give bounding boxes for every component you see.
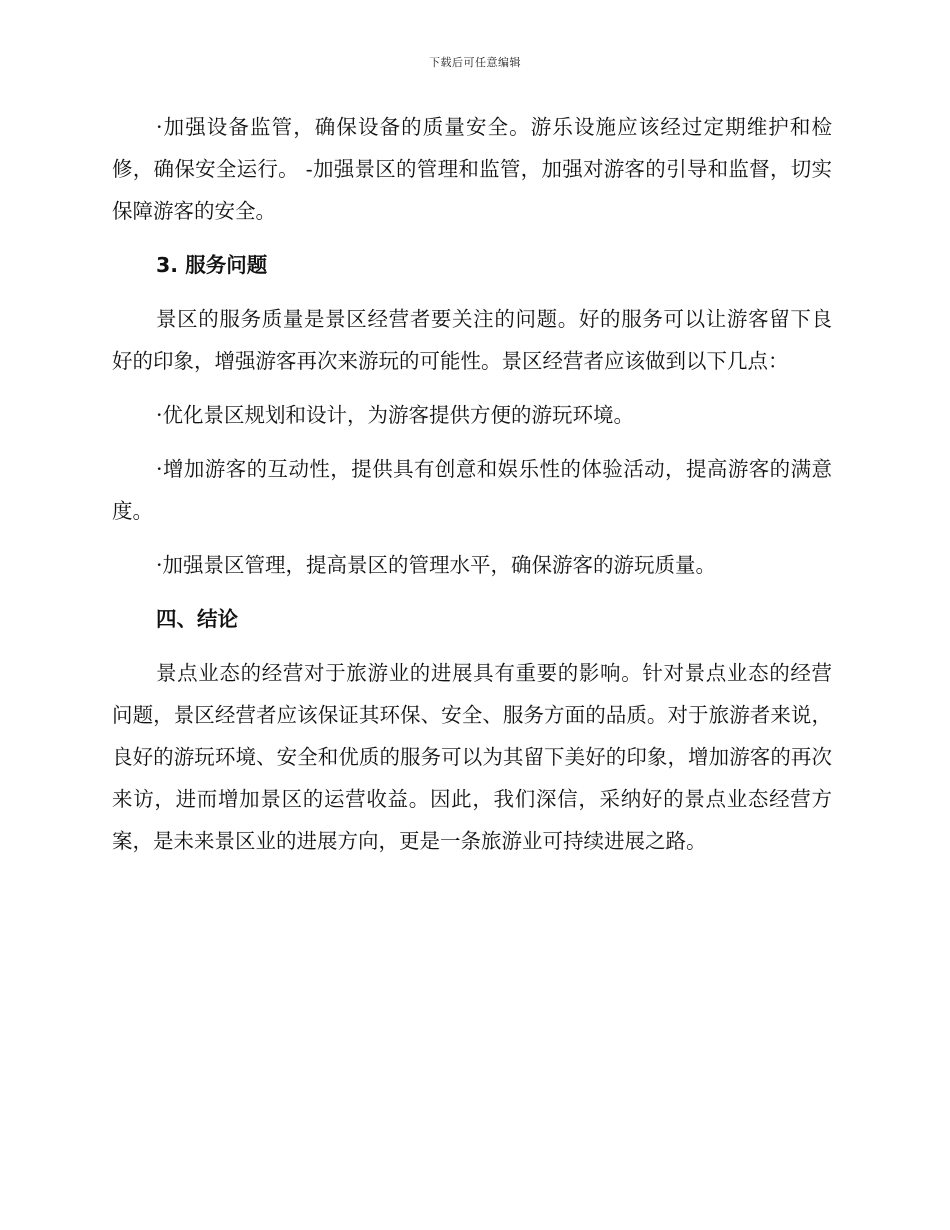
spacer (112, 436, 832, 448)
spacer (112, 640, 832, 652)
page-header: 下载后可任意编辑 (429, 56, 521, 69)
list-item-interactivity: ·增加游客的互动性，提供具有创意和娱乐性的体验活动，提高游客的满意度。 (112, 457, 832, 523)
paragraph-service-quality: 景区的服务质量是景区经营者要关注的问题。好的服务可以让游客留下良好的印象，增强游客再次来游玩的可能性。景区经营者应该做到以下几点： (112, 307, 832, 373)
list-item-optimize-planning: ·优化景区规划和设计，为游客提供方便的游玩环境。 (156, 403, 635, 427)
spacer (112, 532, 832, 544)
spacer (112, 232, 832, 244)
paragraph-equipment-supervision: ·加强设备监管，确保设备的质量安全。游乐设施应该经过定期维护和检修，确保安全运行。 -加强景区的管理和监管，加强对游客的引导和监督，切实保障游客的安全。 (112, 115, 832, 223)
list-item-management: ·加强景区管理，提高景区的管理水平，确保游客的游玩质量。 (156, 553, 717, 577)
spacer (112, 286, 832, 298)
spacer (112, 586, 832, 598)
document-body (112, 106, 832, 862)
paragraph-conclusion: 景点业态的经营对于旅游业的进展具有重要的影响。针对景点业态的经营问题，景区经营者应该保证其环保、安全、服务方面的品质。对于旅游者来说，良好的游玩环境、安全和优质的服务可以为其留下美好的印象，增加游客的再次来访，进而增加景区的运营收益。因此，我们深信，采纳好的景点业态经营方案，是未来景区业的进展方向，更是一条旅游业可持续进展之路。 (112, 661, 832, 853)
section-heading-service: 3. 服务问题 (156, 253, 268, 277)
section-heading-conclusion: 四、结论 (156, 607, 238, 631)
spacer (112, 382, 832, 394)
